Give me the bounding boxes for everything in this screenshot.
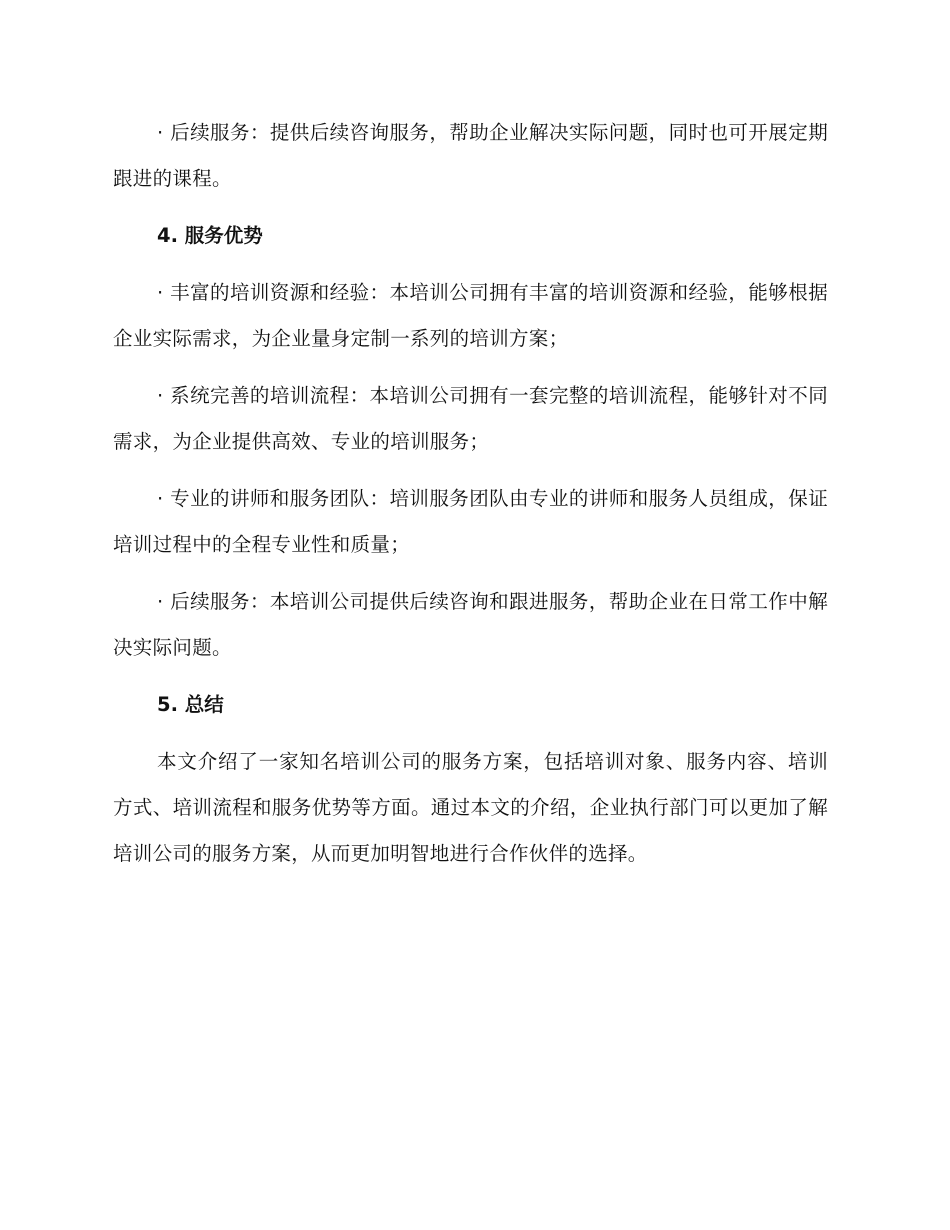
advantage-team-paragraph: · 专业的讲师和服务团队：培训服务团队由专业的讲师和服务人员组成，保证培训过程中的全程专业性和质量； [113,487,828,556]
paragraph-gap [113,728,828,739]
advantage-followup-paragraph: · 后续服务：本培训公司提供后续咨询和跟进服务，帮助企业在日常工作中解决实际问题。 [113,590,828,659]
document-body [113,110,828,877]
section-4-heading: 4. 服务优势 [157,224,263,247]
section-5-heading: 5. 总结 [157,693,224,716]
paragraph-gap [113,362,828,373]
paragraph-gap [113,202,828,213]
summary-paragraph: 本文介绍了一家知名培训公司的服务方案，包括培训对象、服务内容、培训方式、培训流程和服务优势等方面。通过本文的介绍，企业执行部门可以更加了解培训公司的服务方案，从而更加明智地进行合作伙伴的选择。 [113,750,828,865]
paragraph-gap [113,259,828,270]
advantage-resources-paragraph: · 丰富的培训资源和经验：本培训公司拥有丰富的培训资源和经验，能够根据企业实际需求，为企业量身定制一系列的培训方案； [113,281,828,350]
paragraph-gap [113,568,828,579]
paragraph-gap [113,671,828,682]
paragraph-gap [113,465,828,476]
advantage-process-paragraph: · 系统完善的培训流程：本培训公司拥有一套完整的培训流程，能够针对不同需求，为企业提供高效、专业的培训服务； [113,384,828,453]
followup-service-paragraph: · 后续服务：提供后续咨询服务，帮助企业解决实际问题，同时也可开展定期跟进的课程。 [113,121,828,190]
